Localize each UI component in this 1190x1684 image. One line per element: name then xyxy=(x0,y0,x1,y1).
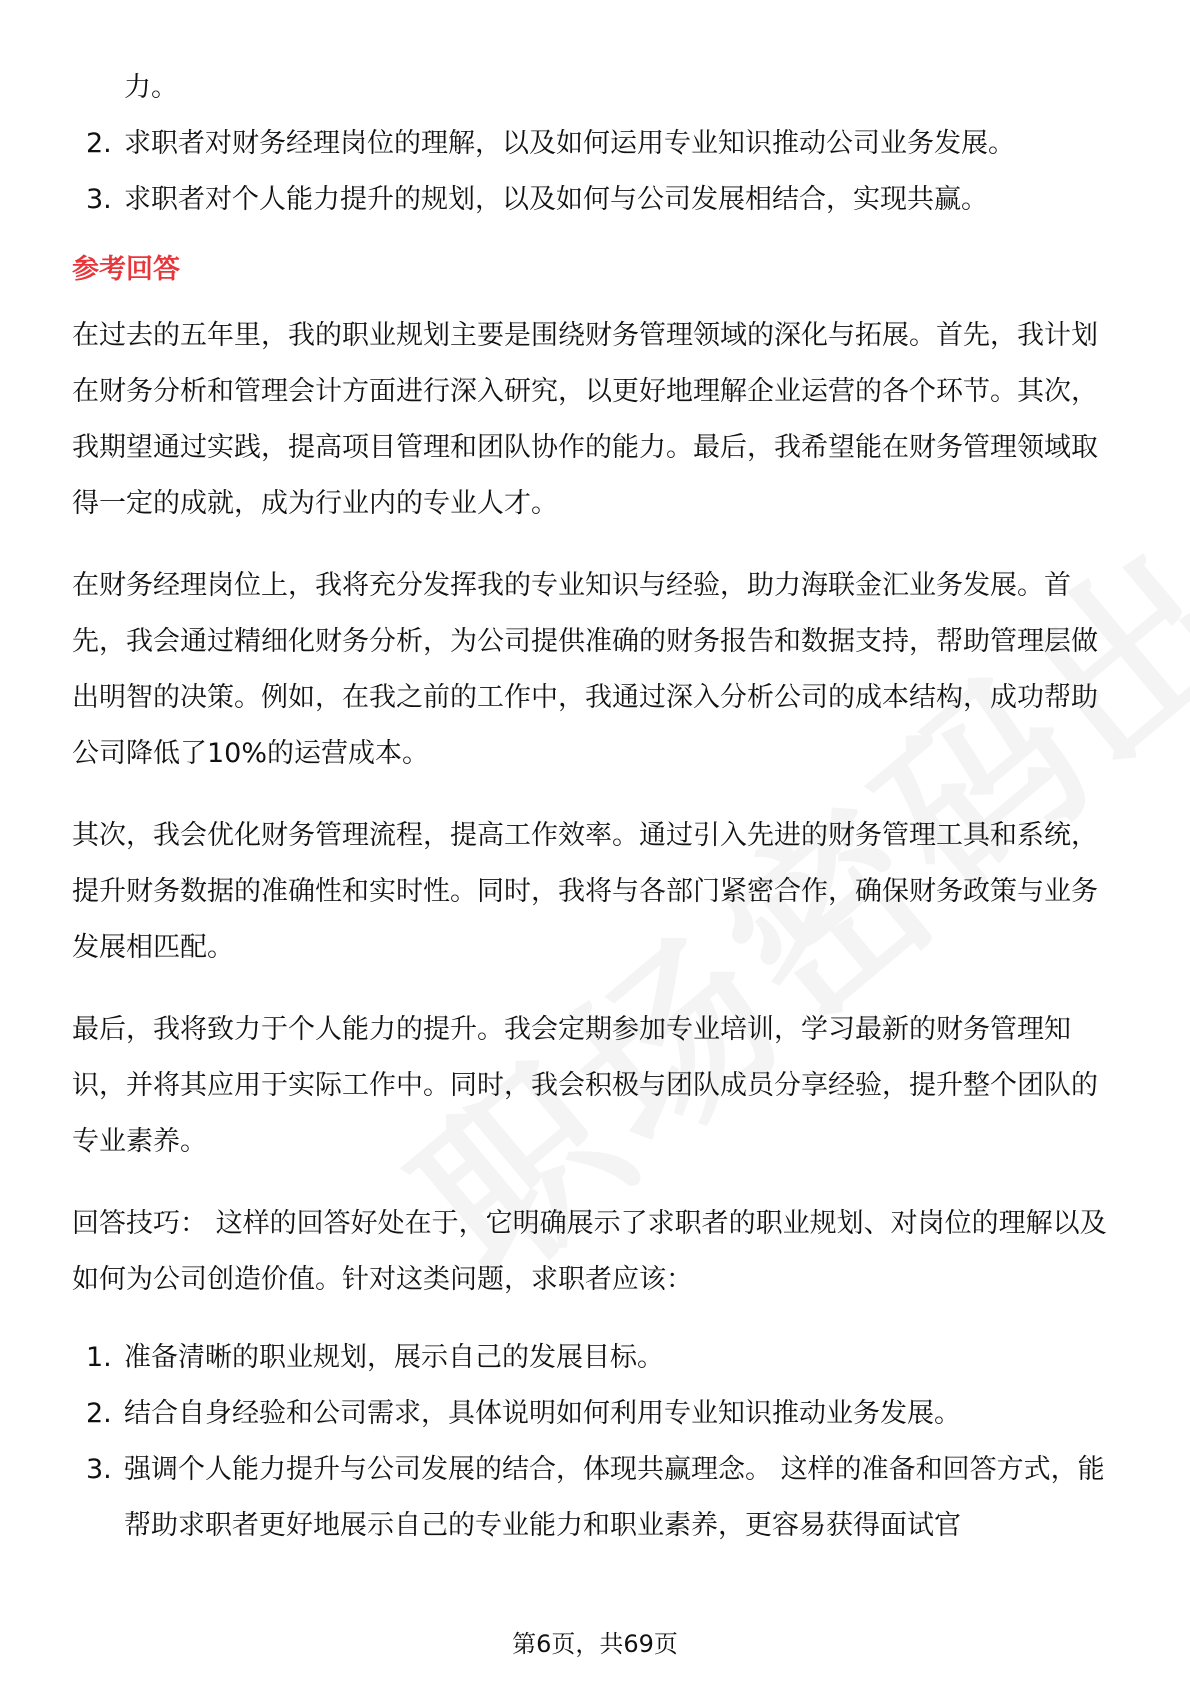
page-footer: 第6页，共69页 xyxy=(512,1630,678,1658)
answer-tips: 回答技巧： 这样的回答好处在于，它明确展示了求职者的职业规划、对岗位的理解以及如何为公司创造价值。针对这类问题，求职者应该： xyxy=(72,1208,1107,1295)
list-number: 2. xyxy=(86,1398,112,1429)
paragraph: 在财务经理岗位上，我将充分发挥我的专业知识与经验，助力海联金汇业务发展。首先，我会通过精细化财务分析，为公司提供准确的财务报告和数据支持，帮助管理层做出明智的决策。例如，在我之前的工作中，我通过深入分析公司的成本结构，成功帮助公司降低了10%的运营成本。 xyxy=(72,570,1098,769)
list-item xyxy=(72,172,1122,228)
list-number: 1. xyxy=(86,1342,112,1373)
list-item-text: 求职者对个人能力提升的规划，以及如何与公司发展相结合，实现共赢。 xyxy=(124,184,988,215)
list-number: 2. xyxy=(86,128,112,159)
page-content xyxy=(72,60,1122,1554)
list-item-text: 结合自身经验和公司需求，具体说明如何利用专业知识推动业务发展。 xyxy=(124,1398,961,1429)
list-item xyxy=(72,1386,1122,1442)
list-item-text: 强调个人能力提升与公司发展的结合，体现共赢理念。 这样的准备和回答方式，能帮助求职者更好地展示自己的专业能力和职业素养，更容易获得面试官 xyxy=(124,1454,1105,1541)
list-item xyxy=(72,1442,1122,1554)
list-item xyxy=(72,1330,1122,1386)
list-item-continuation: 力。 xyxy=(124,72,178,103)
paragraph: 其次，我会优化财务管理流程，提高工作效率。通过引入先进的财务管理工具和系统，提升财务数据的准确性和实时性。同时，我将与各部门紧密合作，确保财务政策与业务发展相匹配。 xyxy=(72,820,1098,963)
list-item-text: 求职者对财务经理岗位的理解，以及如何运用专业知识推动公司业务发展。 xyxy=(124,128,1015,159)
paragraph: 最后，我将致力于个人能力的提升。我会定期参加专业培训，学习最新的财务管理知识，并将其应用于实际工作中。同时，我会积极与团队成员分享经验，提升整个团队的专业素养。 xyxy=(72,1014,1098,1157)
list-item xyxy=(72,116,1122,172)
list-number: 3. xyxy=(86,184,112,215)
list-item-text: 准备清晰的职业规划，展示自己的发展目标。 xyxy=(124,1342,664,1373)
list-number: 3. xyxy=(86,1454,112,1485)
section-heading: 参考回答 xyxy=(72,254,180,285)
paragraph: 在过去的五年里，我的职业规划主要是围绕财务管理领域的深化与拓展。首先，我计划在财务分析和管理会计方面进行深入研究，以更好地理解企业运营的各个环节。其次，我期望通过实践，提高项目管理和团队协作的能力。最后，我希望能在财务管理领域取得一定的成就，成为行业内的专业人才。 xyxy=(72,320,1098,519)
